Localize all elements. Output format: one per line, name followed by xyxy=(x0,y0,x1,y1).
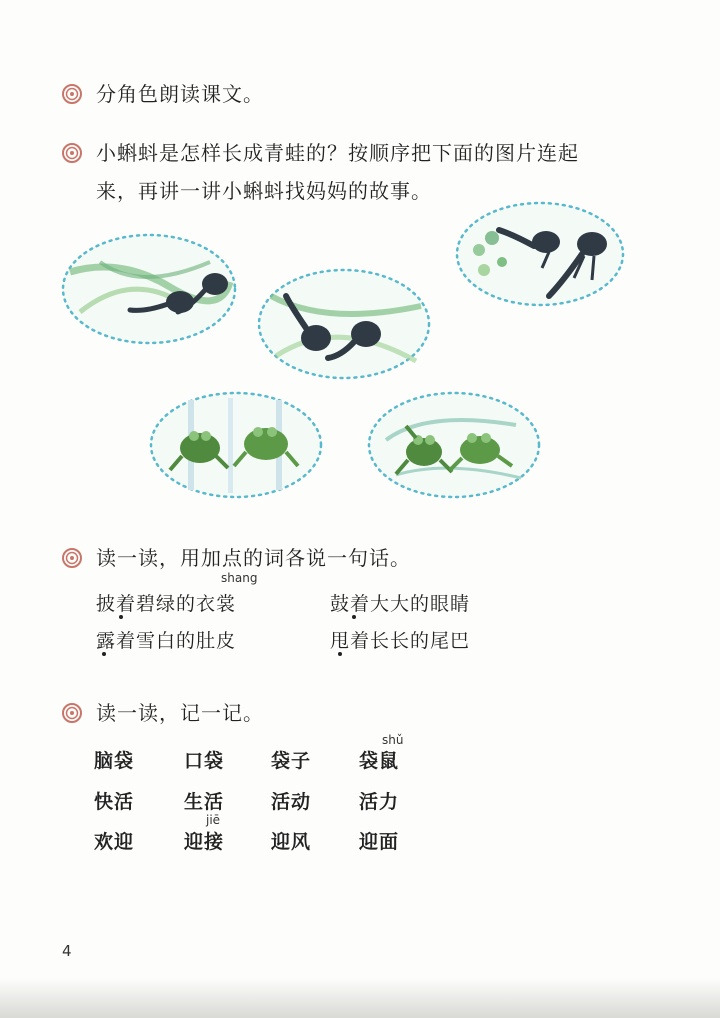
page-edge-shadow xyxy=(0,978,720,1018)
emphasis-dot xyxy=(102,652,106,656)
vocab-word: 迎风 xyxy=(271,831,312,853)
question-3: 读一读，用加点的词各说一句话。 xyxy=(96,546,411,570)
question-4: 读一读，记一记。 xyxy=(96,701,264,725)
example-phrase: 露着雪白的肚皮 xyxy=(96,630,237,652)
example-phrase: 披着碧绿的衣裳 xyxy=(96,593,237,615)
vocab-word: 袋鼠 xyxy=(359,750,400,772)
emphasis-dot xyxy=(338,652,342,656)
question-2-text-a: 小蝌蚪是怎样长成 xyxy=(96,141,264,165)
page-number: 4 xyxy=(62,942,72,960)
question-1: 分角色朗读课文。 xyxy=(96,82,264,106)
illustration-tadpoles-stage-1 xyxy=(60,232,238,347)
illustration-frogs-in-water xyxy=(366,390,542,500)
vocab-word: 欢迎 xyxy=(94,831,135,853)
question-2-line-2: 来，再讲一讲小蝌蚪找妈妈的故事。 xyxy=(96,179,432,203)
emphasis-dot xyxy=(352,615,356,619)
question-2-line-1 xyxy=(96,139,579,167)
pinyin-shang: shang xyxy=(221,571,258,585)
vocab-word: 生活 xyxy=(184,791,225,813)
illustration-tadpoles-with-legs xyxy=(454,200,626,308)
question-2-text-c: 的？按顺序把下面的图片连起 xyxy=(306,141,579,165)
vocab-word: 脑袋 xyxy=(94,750,135,772)
section-bullet-icon xyxy=(62,548,82,568)
section-bullet-icon xyxy=(62,143,82,163)
pinyin-shu: shǔ xyxy=(382,733,404,747)
example-phrase: 甩着长长的尾巴 xyxy=(330,630,471,652)
example-phrase: 鼓着大大的眼睛 xyxy=(330,593,471,615)
vocab-word: 活力 xyxy=(359,791,400,813)
section-bullet-icon xyxy=(62,84,82,104)
vocab-word: 迎接 xyxy=(184,831,225,853)
question-2-keyword: 青蛙 xyxy=(264,141,306,165)
illustration-frogs-on-lotus xyxy=(148,390,324,500)
vocab-word: 口袋 xyxy=(184,750,225,772)
vocab-word: 迎面 xyxy=(359,831,400,853)
vocab-word: 活动 xyxy=(271,791,312,813)
vocab-word: 快活 xyxy=(94,791,135,813)
illustration-tadpoles-stage-2 xyxy=(256,266,432,382)
pinyin-jie: jiē xyxy=(206,813,221,827)
section-bullet-icon xyxy=(62,703,82,723)
emphasis-dot xyxy=(119,615,123,619)
vocab-word: 袋子 xyxy=(271,750,312,772)
